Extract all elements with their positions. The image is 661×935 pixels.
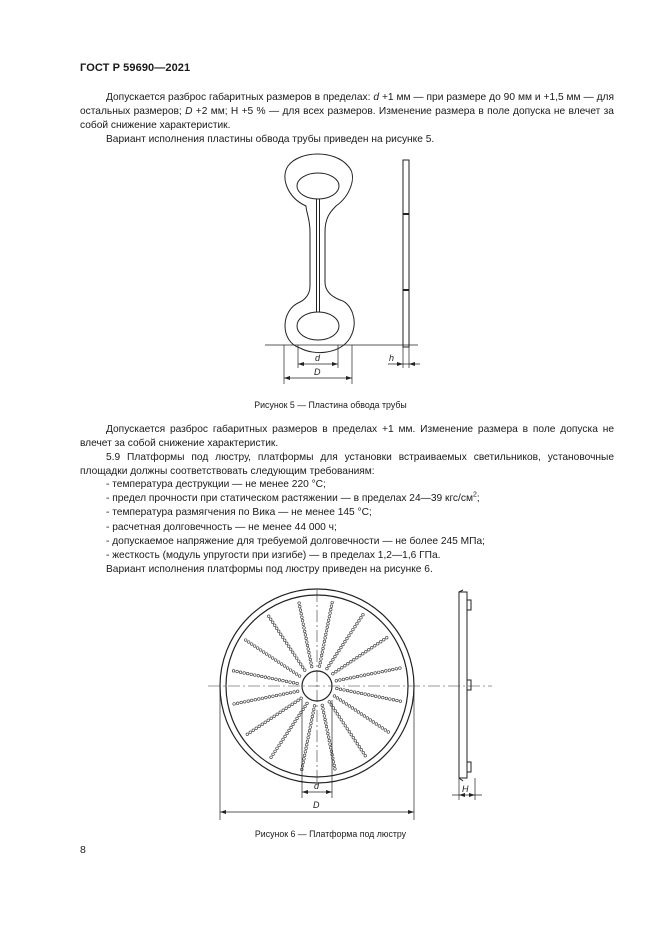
platform-spoke [298, 602, 313, 668]
plate-bottom-hole [297, 312, 339, 340]
requirement-item: - расчетная долговечность — не менее 44 000 ч; [106, 521, 337, 533]
platform-spoke [321, 704, 336, 770]
paragraph-size-tolerance: Допускается разброс габаритных размеров в пределах: d +1 мм — при размере до 90 мм и +1,5 мм — для остальных размеров; D +2 мм; Н +5 % — для всех размеров. Изменение размера в поле допуска не влечет за собой снижение характеристик. [80, 92, 614, 131]
figure6-drawing [0, 580, 661, 825]
platform-spoke [318, 601, 333, 667]
requirements-list [106, 478, 485, 563]
platform-spoke [233, 690, 299, 705]
requirement-item: - температура деструкции — не менее 220 °С; [106, 479, 326, 490]
fig5-label-h: h [389, 353, 395, 363]
requirement-item: - допускаемое напряжение для требуемой долговечности — не более 245 МПа; [106, 535, 485, 547]
platform-spoke [244, 639, 300, 678]
platform-spoke [246, 697, 302, 736]
page-number: 8 [80, 844, 86, 856]
fig6-label-D: D [313, 800, 320, 810]
fig5-label-D: D [314, 367, 321, 377]
platform-side-view [459, 592, 467, 778]
paragraph-section-5-9: 5.9 Платформы под люстру, платформы для установки встраиваемых светильников, установочные площадки должны соответствовать следующим требованиям: [80, 452, 614, 477]
platform-spoke [328, 701, 367, 757]
platform-spoke [335, 667, 401, 682]
plate-top-hole [297, 173, 339, 199]
fig5-label-d: d [315, 353, 321, 363]
requirement-item: - жесткость (модуль упругости при изгибе) — в пределах 1,2—1,6 ГПа. [106, 550, 441, 562]
platform-spoke [301, 705, 316, 771]
document-header: ГОСТ Р 59690—2021 [80, 62, 191, 74]
platform-spoke [270, 702, 309, 758]
platform-spoke [267, 615, 306, 671]
plate-side-view [403, 160, 409, 347]
paragraph-figure5-reference: Вариант исполнения пластины обвода трубы приведен на рисунке 5. [106, 134, 435, 145]
figure6-caption: Рисунок 6 — Платформа под люстру [254, 829, 407, 839]
platform-spoke [332, 636, 388, 675]
requirement-item: - температура размягчения по Вика — не менее 145 °С; [106, 507, 372, 519]
figure5-caption: Рисунок 5 — Пластина обвода трубы [254, 400, 407, 410]
fig6-label-d: d [314, 781, 320, 791]
requirement-item: - предел прочности при статическом растяжении — в пределах 24—39 кгс/$см^2$; [106, 491, 480, 505]
figure5-drawing [0, 150, 661, 390]
paragraph-tolerance-2: Допускается разброс габаритных размеров в пределах +1 мм. Изменение размера в поле допуска не влечет за собой снижение характеристик. [80, 424, 614, 449]
platform-spoke [336, 687, 402, 702]
paragraph-figure6-reference: Вариант исполнения платформы под люстру приведен на рисунке 6. [106, 564, 433, 575]
platform-spoke [333, 695, 389, 734]
platform-spoke [326, 613, 365, 669]
platform-spoke [232, 670, 298, 685]
fig6-label-H: H [462, 784, 469, 794]
